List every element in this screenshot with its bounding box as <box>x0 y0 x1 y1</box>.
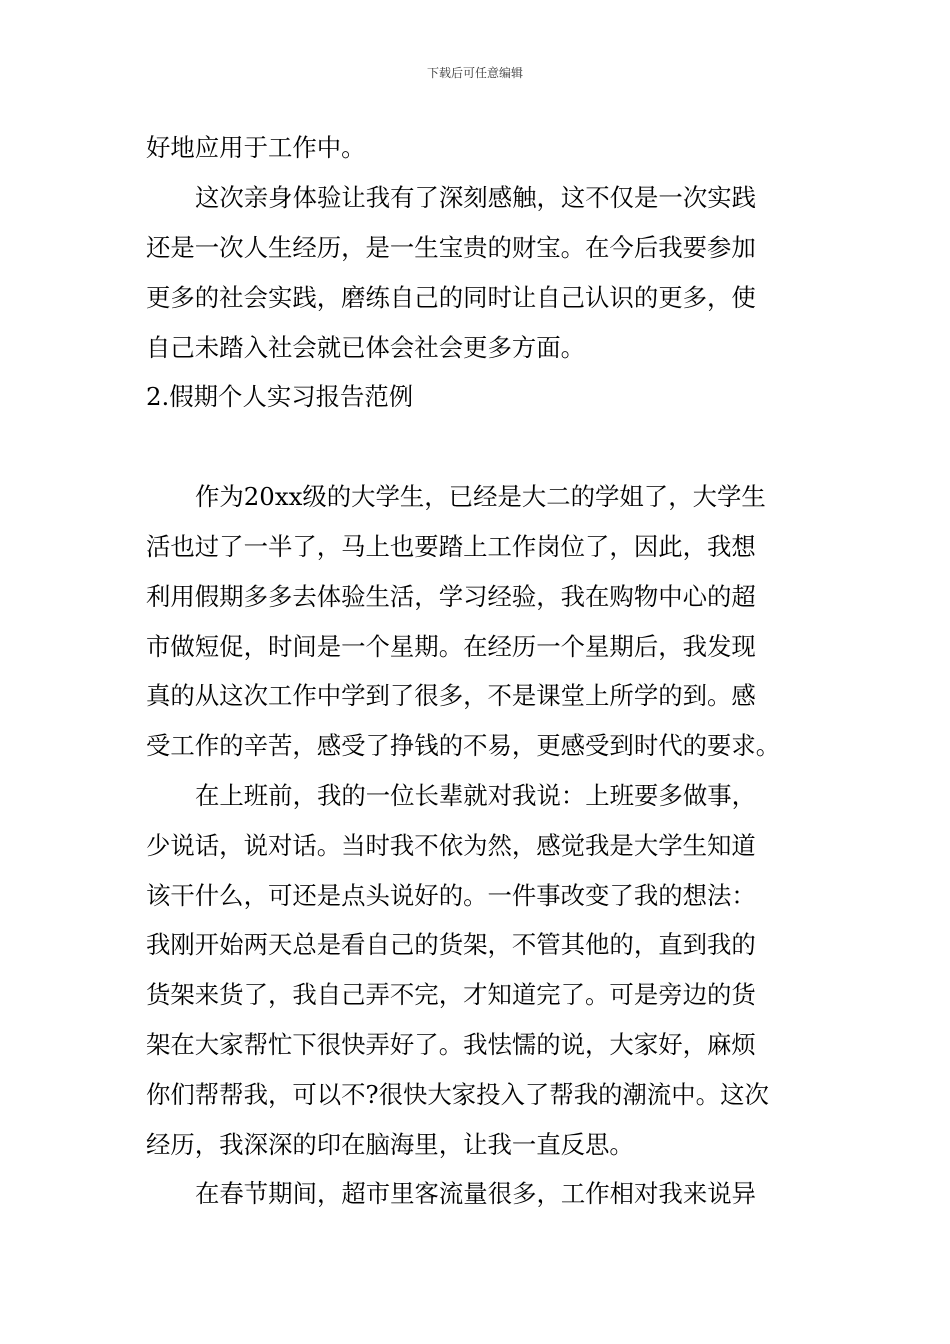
text-line: 我刚开始两天总是看自己的货架，不管其他的，直到我的 <box>146 930 756 959</box>
paragraph-first-line: 在上班前，我的一位长辈就对我说：上班要多做事， <box>195 781 756 810</box>
text-line: 市做短促，时间是一个星期。在经历一个星期后，我发现 <box>146 632 756 661</box>
paragraph-first-line: 这次亲身体验让我有了深刻感触，这不仅是一次实践 <box>195 183 756 212</box>
paragraph-first-line: 在春节期间，超市里客流量很多，工作相对我来说异 <box>195 1179 756 1208</box>
page-header: 下载后可任意编辑 <box>426 66 523 80</box>
text-line: 你们帮帮我，可以不?很快大家投入了帮我的潮流中。这次 <box>146 1080 769 1109</box>
text-line: 受工作的辛苦，感受了挣钱的不易，更感受到时代的要求。 <box>146 731 781 760</box>
text-line: 活也过了一半了，马上也要踏上工作岗位了，因此，我想 <box>146 532 756 561</box>
text-line: 少说话，说对话。当时我不依为然，感觉我是大学生知道 <box>146 831 756 860</box>
paragraph-first-line: 作为20xx级的大学生，已经是大二的学姐了，大学生 <box>195 482 766 511</box>
text-line: 真的从这次工作中学到了很多，不是课堂上所学的到。感 <box>146 681 756 710</box>
text-line: 货架来货了，我自己弄不完，才知道完了。可是旁边的货 <box>146 980 756 1009</box>
text-line: 好地应用于工作中。 <box>146 133 366 162</box>
text-line: 利用假期多多去体验生活，学习经验，我在购物中心的超 <box>146 582 756 611</box>
text-line: 经历，我深深的印在脑海里，让我一直反思。 <box>146 1130 634 1159</box>
text-line: 更多的社会实践，磨练自己的同时让自己认识的更多，使 <box>146 283 756 312</box>
text-line: 自己未踏入社会就已体会社会更多方面。 <box>146 333 586 362</box>
text-line: 架在大家帮忙下很快弄好了。我怯懦的说，大家好，麻烦 <box>146 1030 756 1059</box>
text-line: 还是一次人生经历，是一生宝贵的财宝。在今后我要参加 <box>146 233 756 262</box>
text-line: 该干什么，可还是点头说好的。一件事改变了我的想法： <box>146 881 756 910</box>
section-heading: 2.假期个人实习报告范例 <box>146 382 414 411</box>
